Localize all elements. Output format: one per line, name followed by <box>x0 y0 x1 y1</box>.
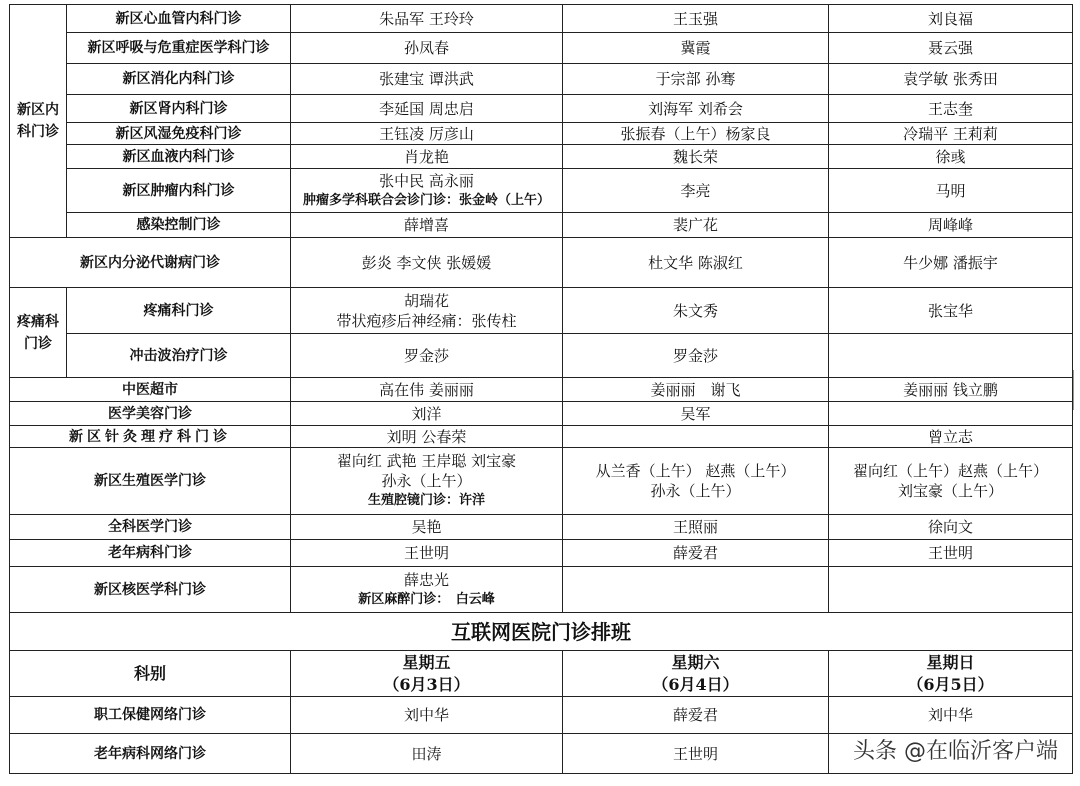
doctor-cell-sun: 徐向文 <box>829 515 1073 540</box>
doctor-cell-fri: 刘中华 <box>291 697 563 734</box>
doctor-cell-sun: 冷瑞平 王莉莉 <box>829 123 1073 145</box>
dept-name: 职工保健网络门诊 <box>10 697 291 734</box>
doctor-cell-fri: 吴艳 <box>291 515 563 540</box>
doctor-cell-sat: 魏长荣 <box>563 145 829 169</box>
doctor-cell-sun: 牛少娜 潘振宇 <box>829 238 1073 288</box>
table-row <box>10 448 1073 515</box>
group-internal-medicine: 新区内科门诊 <box>10 5 67 238</box>
doctor-cell-fri: 王世明 <box>291 540 563 567</box>
doctor-cell-fri: 刘洋 <box>291 402 563 426</box>
dept-name: 疼痛科门诊 <box>67 288 291 334</box>
doctor-cell-fri <box>291 169 563 213</box>
doctor-cell-sun <box>829 402 1073 426</box>
doctor-cell-fri: 肖龙艳 <box>291 145 563 169</box>
table-row <box>10 145 1073 169</box>
doctor-cell-fri: 张建宝 谭洪武 <box>291 64 563 95</box>
table-row <box>10 334 1073 378</box>
dept-name: 新区针灸理疗科门诊 <box>10 426 291 448</box>
doctor-cell-fri: 薛增喜 <box>291 213 563 238</box>
doctor-cell-sun: 刘良福 <box>829 5 1073 33</box>
dept-name: 感染控制门诊 <box>67 213 291 238</box>
doctor-line: 翟向红 武艳 王岸聪 刘宝豪 <box>336 452 517 470</box>
doctor-cell-sun: 周峰峰 <box>829 213 1073 238</box>
doctor-cell-sat: 朱文秀 <box>563 288 829 334</box>
dept-name: 新区心血管内科门诊 <box>67 5 291 33</box>
page-edge-marker <box>1073 370 1080 410</box>
doctor-cell-sun: 姜丽丽 钱立鹏 <box>829 378 1073 402</box>
doctor-cell-sun: 徐彧 <box>829 145 1073 169</box>
doctor-cell-sat: 裴广花 <box>563 213 829 238</box>
table-row <box>10 567 1073 613</box>
table-row <box>10 515 1073 540</box>
doctor-cell-sun: 马明 <box>829 169 1073 213</box>
table-row <box>10 169 1073 213</box>
header-day-sat <box>563 651 829 697</box>
table-row <box>10 5 1073 33</box>
doctor-cell-sat: 王世明 <box>563 734 829 774</box>
group-pain-clinic: 疼痛科门诊 <box>10 288 67 378</box>
sub-clinic-line: 新区麻醉门诊： 白云峰 <box>358 591 495 607</box>
watermark-text: 头条 @在临沂客户端 <box>853 739 1058 764</box>
doctor-cell-sat <box>563 448 829 515</box>
doctor-cell-sat: 薛爱君 <box>563 697 829 734</box>
dept-name: 新区内分泌代谢病门诊 <box>10 238 291 288</box>
doctor-line: 孙永（上午） <box>381 472 472 490</box>
doctor-cell-sat <box>563 426 829 448</box>
doctor-line: 张中民 高永丽 <box>379 171 474 190</box>
table-row <box>10 238 1073 288</box>
doctor-cell-sat: 王照丽 <box>563 515 829 540</box>
table-row <box>10 95 1073 123</box>
doctor-cell-fri: 罗金莎 <box>291 334 563 378</box>
doctor-cell-sun: 王志奎 <box>829 95 1073 123</box>
doctor-cell-sun: 聂云强 <box>829 33 1073 64</box>
date-label: （6月3日） <box>383 674 470 694</box>
dept-name: 冲击波治疗门诊 <box>67 334 291 378</box>
date-label: （6月4日） <box>652 674 739 694</box>
dept-name: 老年病科门诊 <box>10 540 291 567</box>
doctor-cell-sun <box>829 334 1073 378</box>
table-row <box>10 378 1073 402</box>
doctor-cell-fri: 朱品军 王玲玲 <box>291 5 563 33</box>
doctor-cell-sun <box>829 448 1073 515</box>
doctor-cell-sat: 冀霞 <box>563 33 829 64</box>
dept-name: 新区消化内科门诊 <box>67 64 291 95</box>
dept-name: 新区肾内科门诊 <box>67 95 291 123</box>
doctor-cell-fri <box>291 288 563 334</box>
doctor-cell-sat: 薛爱君 <box>563 540 829 567</box>
sub-clinic-line: 带状疱疹后神经痛：张传柱 <box>336 311 517 330</box>
dept-name: 新区风湿免疫科门诊 <box>67 123 291 145</box>
doctor-cell-sat: 吴军 <box>563 402 829 426</box>
doctor-line: 刘宝豪（上午） <box>897 482 1003 500</box>
doctor-cell-fri: 王钰凌 厉彦山 <box>291 123 563 145</box>
table-row <box>10 33 1073 64</box>
doctor-cell-sat: 李亮 <box>563 169 829 213</box>
dept-name: 新区肿瘤内科门诊 <box>67 169 291 213</box>
doctor-line: 从兰香（上午） 赵燕（上午） <box>595 462 796 480</box>
doctor-line: 薛忠光 <box>403 570 449 589</box>
doctor-cell-sat: 刘海军 刘希会 <box>563 95 829 123</box>
table-row <box>10 213 1073 238</box>
header-row <box>10 651 1073 697</box>
day-label: 星期日 <box>926 652 975 672</box>
doctor-cell-fri <box>291 567 563 613</box>
dept-name: 新区血液内科门诊 <box>67 145 291 169</box>
header-dept: 科别 <box>10 651 291 697</box>
table-row <box>10 123 1073 145</box>
doctor-cell-sun: 王世明 <box>829 540 1073 567</box>
dept-name: 中医超市 <box>10 378 291 402</box>
table-row <box>10 426 1073 448</box>
day-label: 星期五 <box>402 652 451 672</box>
header-day-fri <box>291 651 563 697</box>
dept-name: 医学美容门诊 <box>10 402 291 426</box>
doctor-cell-fri: 刘明 公春荣 <box>291 426 563 448</box>
dept-name: 新区生殖医学门诊 <box>10 448 291 515</box>
section-title-row <box>10 613 1073 651</box>
doctor-line: 孙永（上午） <box>650 482 741 500</box>
doctor-cell-sat: 张振春（上午）杨家良 <box>563 123 829 145</box>
dept-name: 老年病科网络门诊 <box>10 734 291 774</box>
doctor-cell-fri <box>291 448 563 515</box>
doctor-cell-fri: 孙凤春 <box>291 33 563 64</box>
table-row <box>10 697 1073 734</box>
table-row <box>10 402 1073 426</box>
doctor-cell-sat: 于宗部 孙骞 <box>563 64 829 95</box>
doctor-cell-sun <box>829 567 1073 613</box>
sub-clinic-line: 生殖腔镜门诊：许洋 <box>367 493 485 508</box>
doctor-cell-sun: 曾立志 <box>829 426 1073 448</box>
table-row <box>10 288 1073 334</box>
doctor-cell-fri: 彭炎 李文侠 张媛媛 <box>291 238 563 288</box>
doctor-cell-sat: 罗金莎 <box>563 334 829 378</box>
doctor-cell-sat: 姜丽丽 谢飞 <box>563 378 829 402</box>
doctor-cell-sun: 袁学敏 张秀田 <box>829 64 1073 95</box>
doctor-cell-fri: 李延国 周忠启 <box>291 95 563 123</box>
schedule-table <box>9 4 1073 774</box>
dept-name: 全科医学门诊 <box>10 515 291 540</box>
header-day-sun <box>829 651 1073 697</box>
day-label: 星期六 <box>671 652 720 672</box>
doctor-cell-sat: 王玉强 <box>563 5 829 33</box>
dept-name: 新区呼吸与危重症医学科门诊 <box>67 33 291 64</box>
doctor-cell-fri: 田涛 <box>291 734 563 774</box>
dept-name: 新区核医学科门诊 <box>10 567 291 613</box>
table-row <box>10 540 1073 567</box>
doctor-line: 翟向红（上午）赵燕（上午） <box>852 462 1048 480</box>
doctor-line: 胡瑞花 <box>403 291 449 310</box>
doctor-cell-sun: 刘中华 <box>829 697 1073 734</box>
doctor-cell-sat <box>563 567 829 613</box>
date-label: （6月5日） <box>907 674 994 694</box>
doctor-cell-sun: 张宝华 <box>829 288 1073 334</box>
doctor-cell-fri: 高在伟 姜丽丽 <box>291 378 563 402</box>
sub-clinic-line: 肿瘤多学科联合会诊门诊：张金岭（上午） <box>302 192 550 208</box>
section-title: 互联网医院门诊排班 <box>10 613 1073 651</box>
table-row <box>10 64 1073 95</box>
doctor-cell-sat: 杜文华 陈淑红 <box>563 238 829 288</box>
